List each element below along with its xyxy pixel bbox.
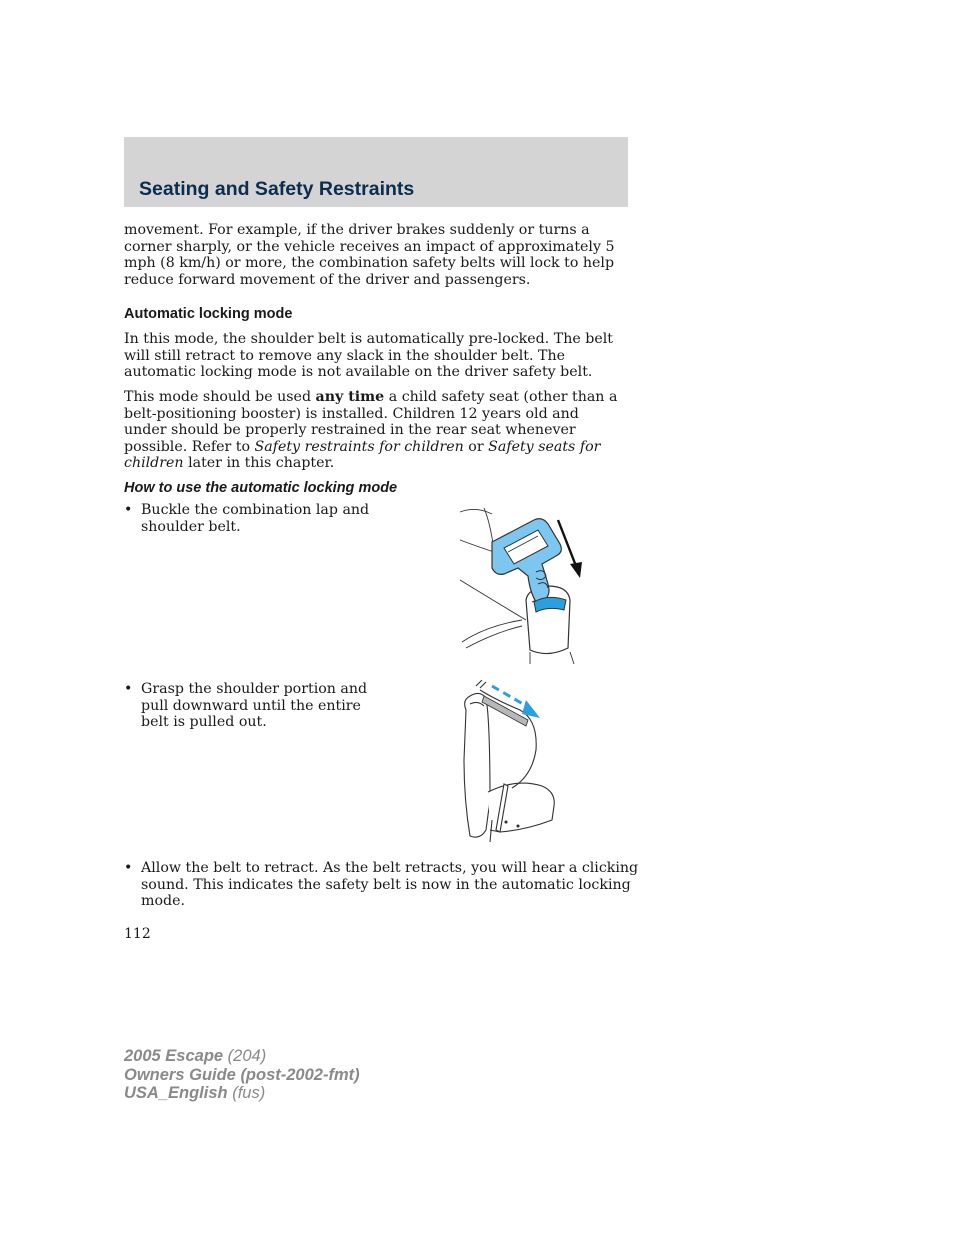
intro-paragraph: movement. For example, if the driver brakes suddenly or turns a corner sharply, or the vehicle receives an impact of approximately 5 mph (8 km/h) or more, the combination safety belts will lock to help reduce forward movement of the driver and passengers. (124, 222, 615, 288)
section-title: Seating and Safety Restraints (139, 178, 415, 200)
page-number: 112 (124, 926, 151, 942)
step-3-line-2: sound. This indicates the safety belt is now in the automatic locking (141, 876, 631, 893)
buckle-illustration (456, 502, 586, 664)
seat-belt-illustration (456, 680, 560, 846)
bullet-dot: • (124, 681, 133, 697)
ref-safety-restraints-for-children: Safety restraints for children (254, 438, 464, 455)
para2-pre: This mode should be used (124, 389, 316, 405)
step-3-line-3: mode. (141, 893, 185, 910)
bullet-dot: • (124, 502, 133, 518)
bullet-dot: • (124, 860, 133, 876)
footer-lang-code: (fus) (227, 1084, 266, 1103)
automatic-locking-paragraph-1: In this mode, the shoulder belt is automatically pre-locked. The belt will still retract to remove any slack in the shoulder belt. The automatic locking mode is not available on the driver safety belt. (124, 331, 614, 381)
automatic-locking-paragraph-2 (124, 389, 624, 472)
automatic-locking-heading: Automatic locking mode (124, 306, 293, 322)
footer-model: 2005 Escape (124, 1047, 224, 1065)
section-header-band (124, 137, 628, 207)
para2-bold: any time (315, 389, 385, 405)
step-2-line-3: belt is pulled out. (141, 714, 267, 731)
para2-or: or (463, 438, 489, 455)
para2-mid: a child safety seat (other than a belt-positioning booster) is installed. Children 12 years old and under should be properly restrained in the rear seat whenever possible. Refer to (124, 389, 618, 455)
how-to-heading: How to use the automatic locking mode (124, 480, 398, 496)
step-2-line-2: pull downward until the entire (141, 697, 361, 714)
footer-lang: USA_English (124, 1084, 228, 1103)
footer-model-code: (204) (223, 1047, 267, 1065)
step-1-line-1: Buckle the combination lap and (141, 502, 370, 518)
step-2-line-1: Grasp the shoulder portion and (141, 681, 368, 697)
ref-safety-seats-for-children: Safety seats for children (124, 438, 601, 472)
footer-guide: Owners Guide (post-2002-fmt) (124, 1065, 360, 1084)
step-1-line-2: shoulder belt. (141, 518, 241, 535)
para2-post: later in this chapter. (183, 455, 335, 472)
step-3-line-1: Allow the belt to retract. As the belt retracts, you will hear a clicking (141, 860, 639, 876)
document-footer (124, 1047, 360, 1103)
